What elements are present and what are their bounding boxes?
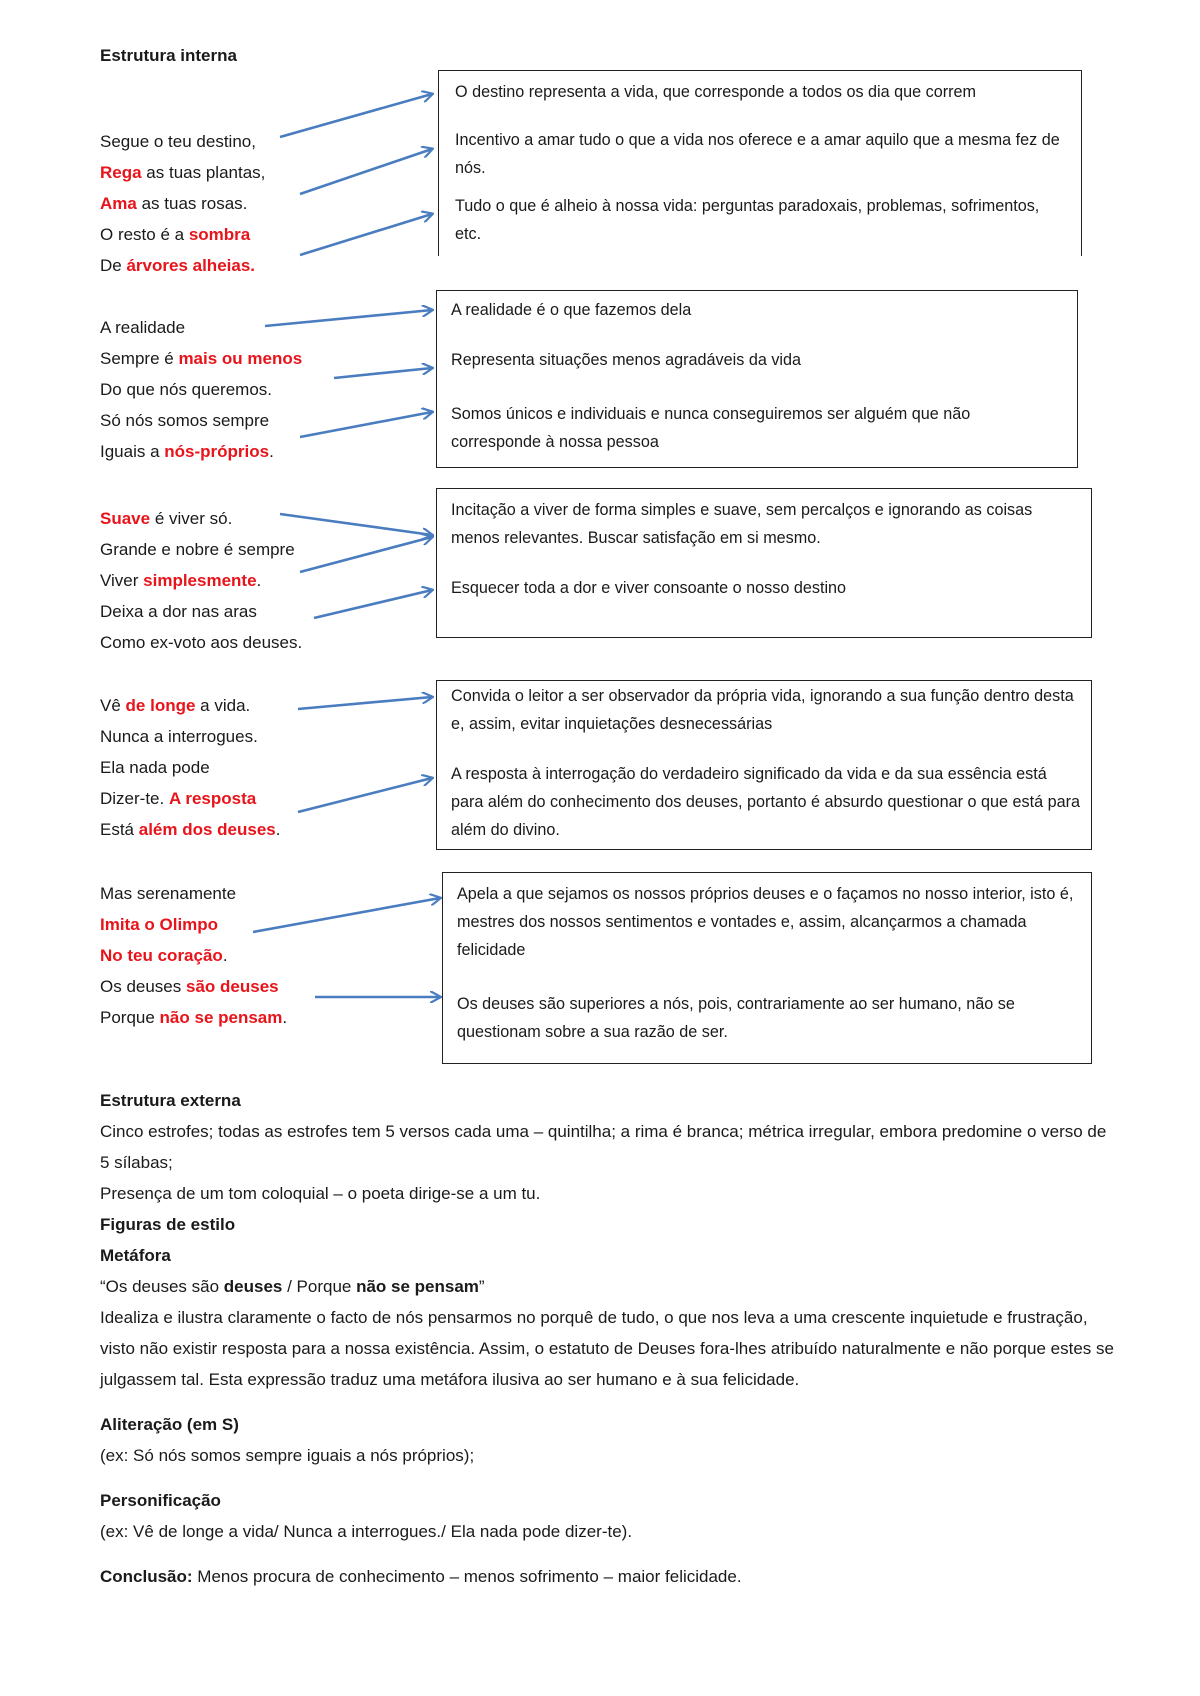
alliteration-title: Aliteração (em S) [100, 1415, 239, 1434]
verse-line: Como ex-voto aos deuses. [100, 633, 303, 652]
verse-line: Rega as tuas plantas, [100, 163, 266, 182]
verse-line: Dizer-te. A resposta [100, 789, 257, 808]
arrow-7 [280, 514, 432, 535]
verse-line: No teu coração. [100, 946, 228, 965]
note-text: Somos únicos e individuais e nunca conseguiremos ser alguém que não corresponde à nossa pessoa [451, 405, 971, 451]
metaphor-text: Idealiza e ilustra claramente o facto de nós pensarmos no porquê de tudo, o que nos leva a uma crescente inquietude e frustração, visto não existir resposta para a nossa existência. Assim, o estatuto de Deuses fora-lhes atribuído naturalmente e não porque estes se julgassem tal. Esta expressão traduz uma metáfora ilusiva ao ser humano e à sua felicidade. [100, 1308, 1114, 1389]
metaphor-title: Metáfora [100, 1246, 171, 1265]
verse-line: Sempre é mais ou menos [100, 349, 303, 368]
note-text: A realidade é o que fazemos dela [451, 301, 692, 319]
verse-line: Mas serenamente [100, 884, 237, 903]
arrow-3 [300, 214, 432, 255]
verse-line: O resto é a sombra [100, 225, 251, 244]
stanza-3 [100, 503, 302, 658]
personification-title: Personificação [100, 1491, 221, 1510]
conclusion: Conclusão: Menos procura de conhecimento – menos sofrimento – maior felicidade. [100, 1567, 742, 1586]
arrow-8 [300, 537, 432, 572]
verse-line: Viver simplesmente. [100, 571, 262, 590]
spacer [100, 1471, 1120, 1485]
note-text: Esquecer toda a dor e viver consoante o nosso destino [451, 579, 847, 597]
verse-line: Ela nada pode [100, 758, 210, 777]
stanza-5 [100, 878, 287, 1033]
note-text: Os deuses são superiores a nós, pois, contrariamente ao ser humano, não se questionam sobre a sua razão de ser. [457, 995, 1015, 1041]
verse-line: Do que nós queremos. [100, 380, 272, 399]
section-title-external: Estrutura externa [100, 1091, 241, 1110]
arrow-5 [334, 368, 432, 378]
external-paragraph: Cinco estrofes; todas as estrofes tem 5 versos cada uma – quintilha; a rima é branca; métrica irregular, embora predomine o verso de 5 sílabas; [100, 1122, 1107, 1172]
note-text: A resposta à interrogação do verdadeiro significado da vida e da sua essência está para além do conhecimento dos deuses, portanto é absurdo questionar o que está para além do divino. [451, 765, 1081, 839]
arrow-10 [298, 697, 432, 709]
verse-line: Ama as tuas rosas. [100, 194, 248, 213]
verse-line: Nunca a interrogues. [100, 727, 258, 746]
note-text: Incentivo a amar tudo o que a vida nos oferece e a amar aquilo que a mesma fez de nós. [455, 131, 1060, 177]
external-structure [100, 1085, 1120, 1592]
verse-line: De árvores alheias. [100, 256, 255, 275]
verse-line: Grande e nobre é sempre [100, 540, 295, 559]
note-text: Apela a que sejamos os nossos próprios deuses e o façamos no nosso interior, isto é, mestres dos nossos sentimentos e vontades e, assim, alcançarmos a chamada felicidade [457, 885, 1074, 959]
note-text: Tudo o que é alheio à nossa vida: perguntas paradoxais, problemas, sofrimentos, etc. [455, 197, 1040, 243]
verse-line: Vê de longe a vida. [100, 696, 251, 715]
note-text: O destino representa a vida, que corresponde a todos os dia que correm [455, 83, 977, 101]
stanza-2 [100, 312, 302, 467]
verse-line: A realidade [100, 318, 186, 337]
verse-line: Porque não se pensam. [100, 1008, 288, 1027]
verse-line: Deixa a dor nas aras [100, 602, 257, 621]
figures-title: Figuras de estilo [100, 1215, 236, 1234]
arrow-2 [300, 149, 432, 194]
arrow-11 [298, 778, 432, 812]
verse-line: Imita o Olimpo [100, 915, 219, 934]
note-text: Convida o leitor a ser observador da própria vida, ignorando a sua função dentro desta e, assim, evitar inquietações desnecessárias [451, 687, 1074, 733]
note-text: Representa situações menos agradáveis da vida [451, 351, 802, 369]
arrow-6 [300, 412, 432, 437]
spacer [100, 1547, 1120, 1561]
arrow-1 [280, 94, 432, 137]
verse-line: Os deuses são deuses [100, 977, 279, 996]
verse-line: Suave é viver só. [100, 509, 233, 528]
external-paragraph: Presença de um tom coloquial – o poeta dirige-se a um tu. [100, 1184, 541, 1203]
section-title-internal: Estrutura interna [100, 46, 237, 65]
stanza-4 [100, 690, 281, 845]
verse-line: Iguais a nós-próprios. [100, 442, 274, 461]
personification-text: (ex: Vê de longe a vida/ Nunca a interrogues./ Ela nada pode dizer-te). [100, 1522, 633, 1541]
stanza-1 [100, 126, 265, 281]
metaphor-quote: “Os deuses são deuses / Porque não se pensam” [100, 1277, 485, 1296]
verse-line: Só nós somos sempre [100, 411, 270, 430]
arrow-9 [314, 590, 432, 618]
spacer [100, 1395, 1120, 1409]
note-text: Incitação a viver de forma simples e suave, sem percalços e ignorando as coisas menos relevantes. Buscar satisfação em si mesmo. [451, 501, 1033, 547]
verse-line: Segue o teu destino, [100, 132, 256, 151]
verse-line: Está além dos deuses. [100, 820, 281, 839]
alliteration-text: (ex: Só nós somos sempre iguais a nós próprios); [100, 1446, 475, 1465]
